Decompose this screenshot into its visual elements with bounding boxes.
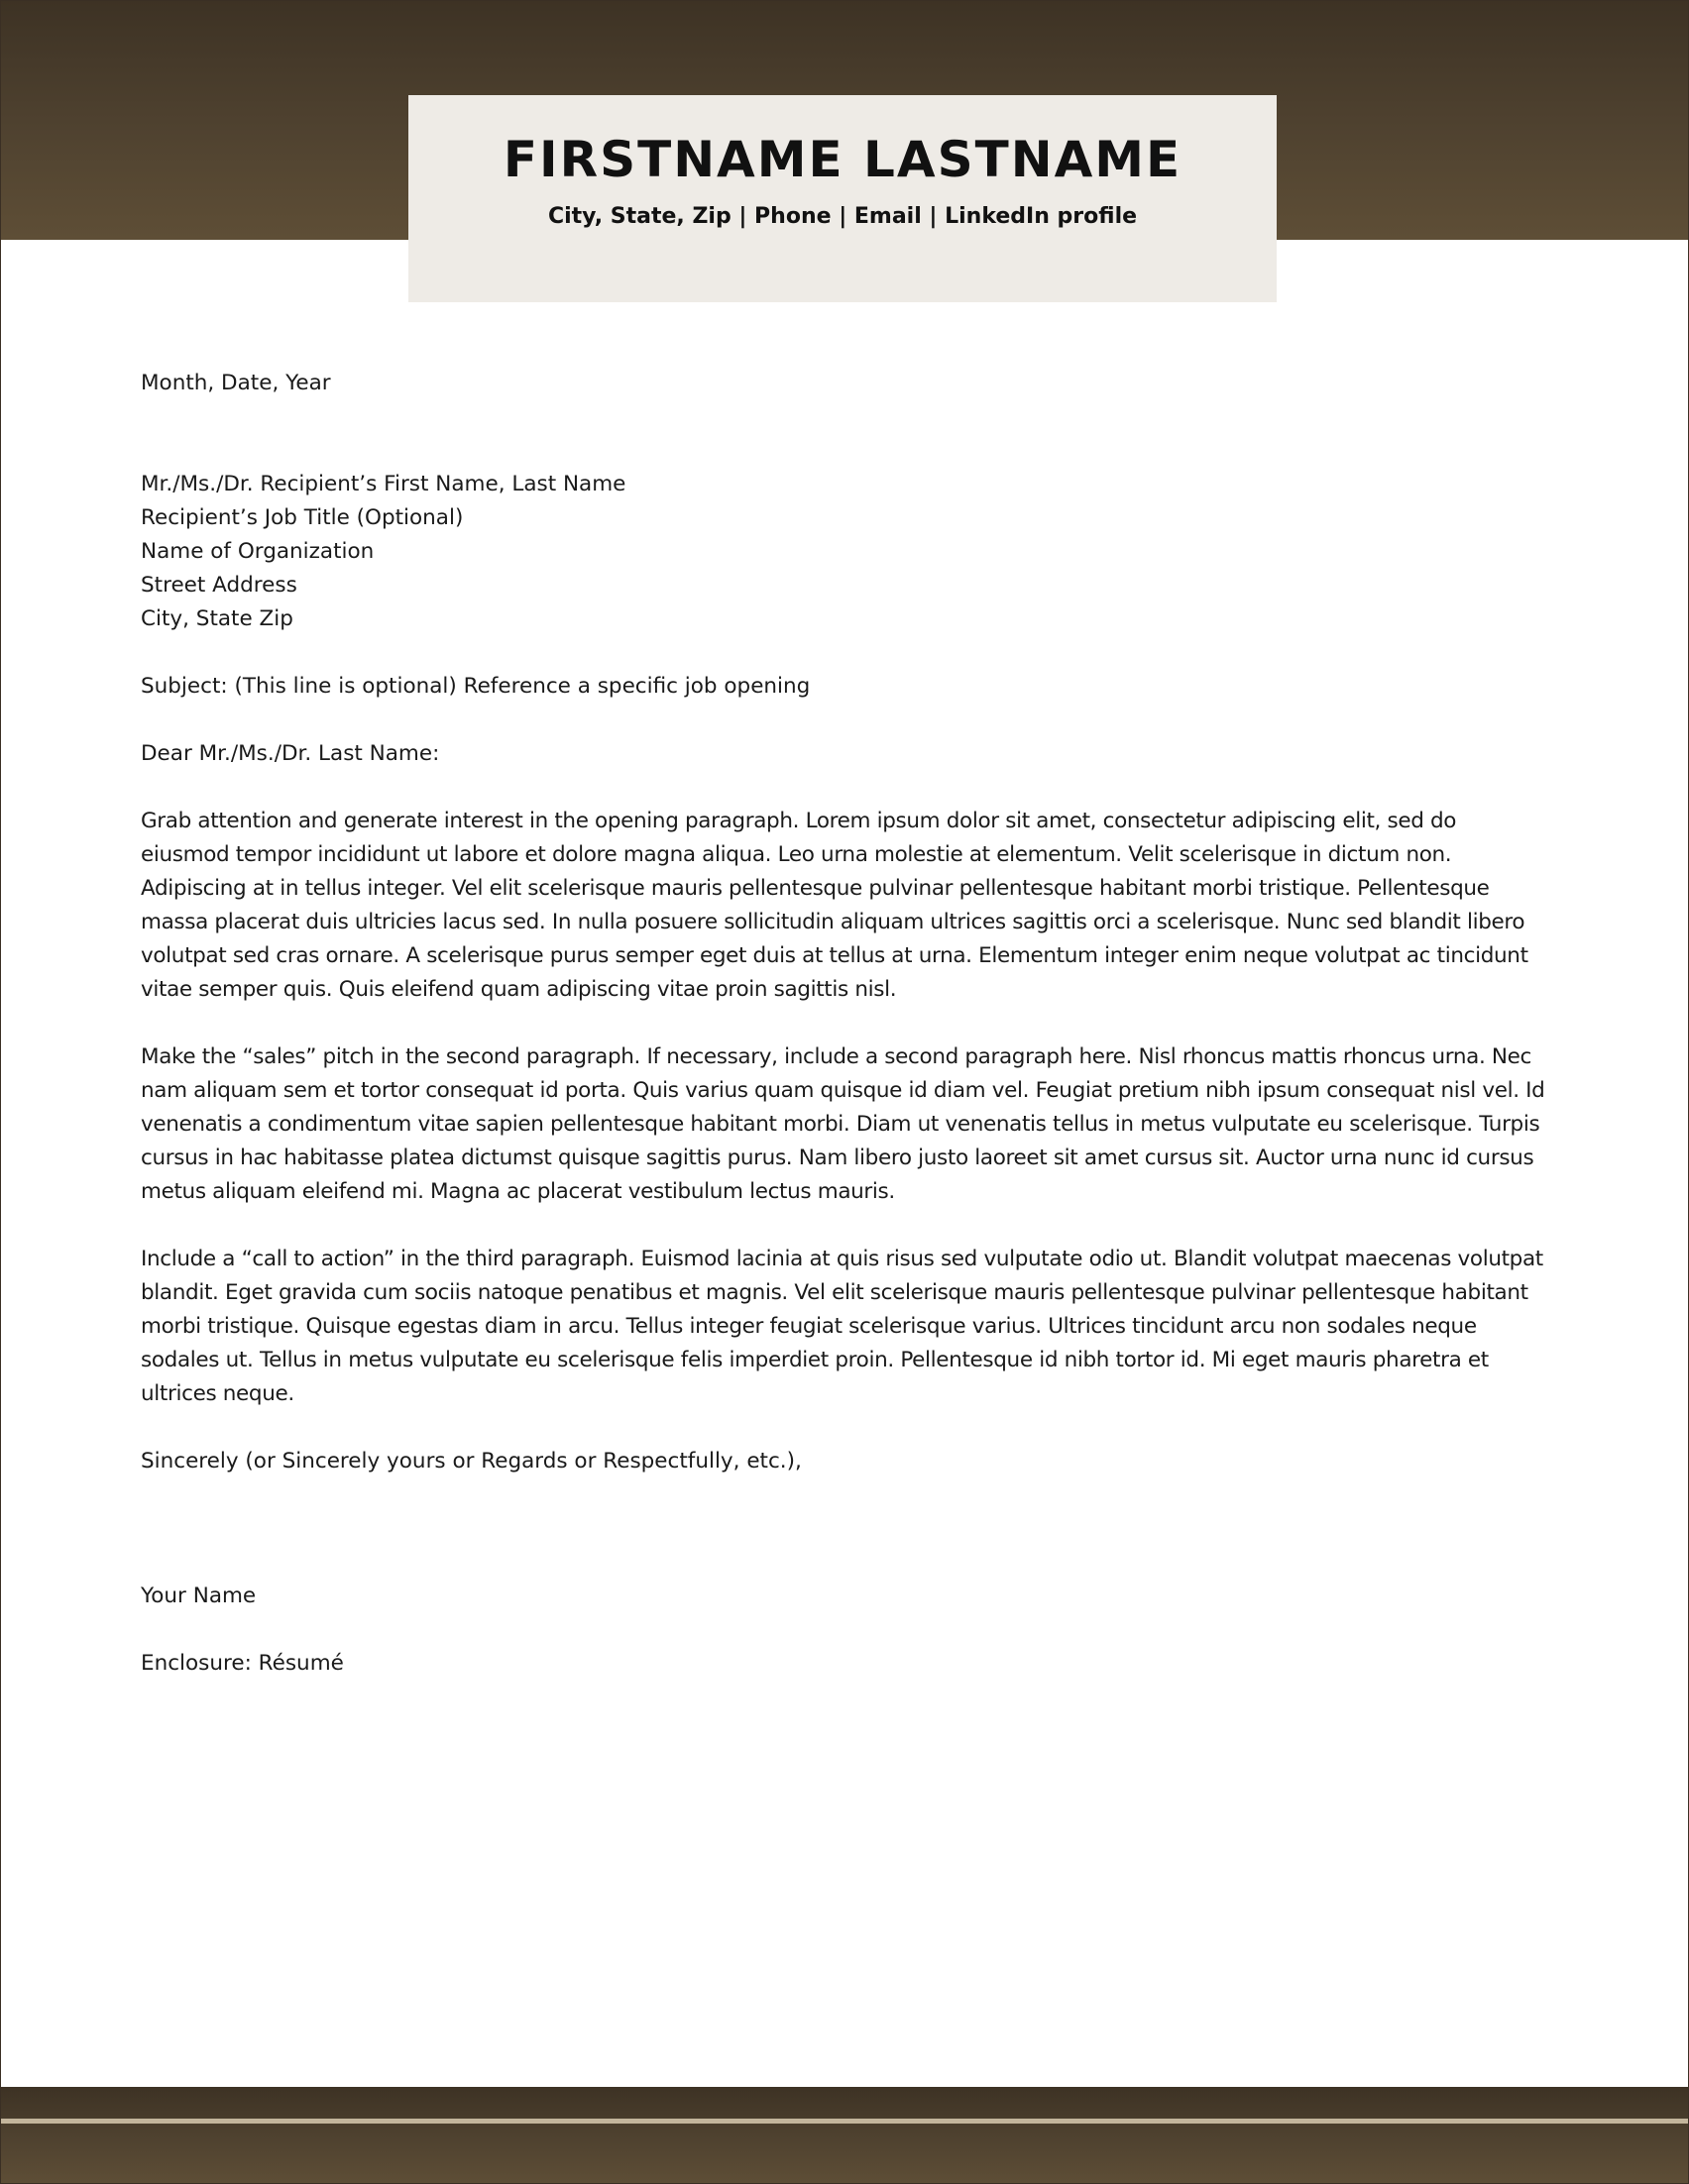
letter-body bbox=[141, 367, 1548, 1681]
applicant-name: FIRSTNAME LASTNAME bbox=[503, 131, 1182, 188]
recipient-organization: Name of Organization bbox=[141, 539, 375, 564]
recipient-street: Street Address bbox=[141, 573, 297, 598]
signature-name: Your Name bbox=[141, 1583, 257, 1608]
third-paragraph: Include a “call to action” in the third paragraph. Euismod lacinia at quis risus sed vulputate odio ut. Blandit volutpat maecenas volutpat blandit. Eget gravida cum sociis natoque penatibus et magnis. Vel elit scelerisque mauris pellentesque pulvinar pellentesque habitant morbi tristique. Quisque egestas diam in arcu. Tellus integer feugiat scelerisque varius. Ultrices tincidunt arcu non sodales neque sodales ut. Tellus in metus vulputate eu scelerisque felis imperdiet proin. Pellentesque id nibh tortor id. Mi eget mauris pharetra et ultrices neque. bbox=[141, 1247, 1543, 1406]
closing: Sincerely (or Sincerely yours or Regards or Respectfully, etc.), bbox=[141, 1449, 802, 1474]
header-card bbox=[408, 95, 1277, 302]
subject-line: Subject: (This line is optional) Reference a specific job opening bbox=[141, 674, 811, 699]
recipient-address bbox=[141, 468, 1548, 636]
footer-accent-stripe bbox=[0, 2119, 1689, 2124]
recipient-job-title: Recipient’s Job Title (Optional) bbox=[141, 505, 464, 530]
second-paragraph: Make the “sales” pitch in the second paragraph. If necessary, include a second paragraph here. Nisl rhoncus mattis rhoncus urna. Nec nam aliquam sem et tortor consequat id porta. Quis varius quam quisque id diam vel. Feugiat pretium nibh ipsum consequat nisl vel. Id venenatis a condimentum vitae sapien pellentesque habitant morbi. Diam ut venenatis tellus in metus vulputate eu scelerisque. Turpis cursus in hac habitasse platea dictumst quisque sagittis purus. Nam libero justo laoreet sit amet cursus sit. Auctor urna nunc id cursus metus aliquam eleifend mi. Magna ac placerat vestibulum lectus mauris. bbox=[141, 1044, 1545, 1204]
contact-line: City, State, Zip | Phone | Email | LinkedIn profile bbox=[547, 204, 1138, 229]
salutation: Dear Mr./Ms./Dr. Last Name: bbox=[141, 741, 440, 766]
footer-band bbox=[0, 2087, 1689, 2184]
opening-paragraph: Grab attention and generate interest in the opening paragraph. Lorem ipsum dolor sit amet, consectetur adipiscing elit, sed do eiusmod tempor incididunt ut labore et dolore magna aliqua. Leo urna molestie at elementum. Velit scelerisque in dictum non. Adipiscing at in tellus integer. Vel elit scelerisque mauris pellentesque pulvinar pellentesque habitant morbi tristique. Pellentesque massa placerat duis ultricies lacus sed. In nulla posuere sollicitudin aliquam ultrices sagittis orci a scelerisque. Nunc sed blandit libero volutpat sed cras ornare. A scelerisque purus semper eget duis at tellus at urna. Elementum integer enim neque volutpat ac tincidunt vitae semper quis. Quis eleifend quam adipiscing vitae proin sagittis nisl. bbox=[141, 809, 1528, 1002]
recipient-name: Mr./Ms./Dr. Recipient’s First Name, Last Name bbox=[141, 472, 626, 496]
enclosure-line: Enclosure: Résumé bbox=[141, 1651, 344, 1676]
recipient-city-state-zip: City, State Zip bbox=[141, 606, 293, 631]
letter-date: Month, Date, Year bbox=[141, 371, 331, 395]
